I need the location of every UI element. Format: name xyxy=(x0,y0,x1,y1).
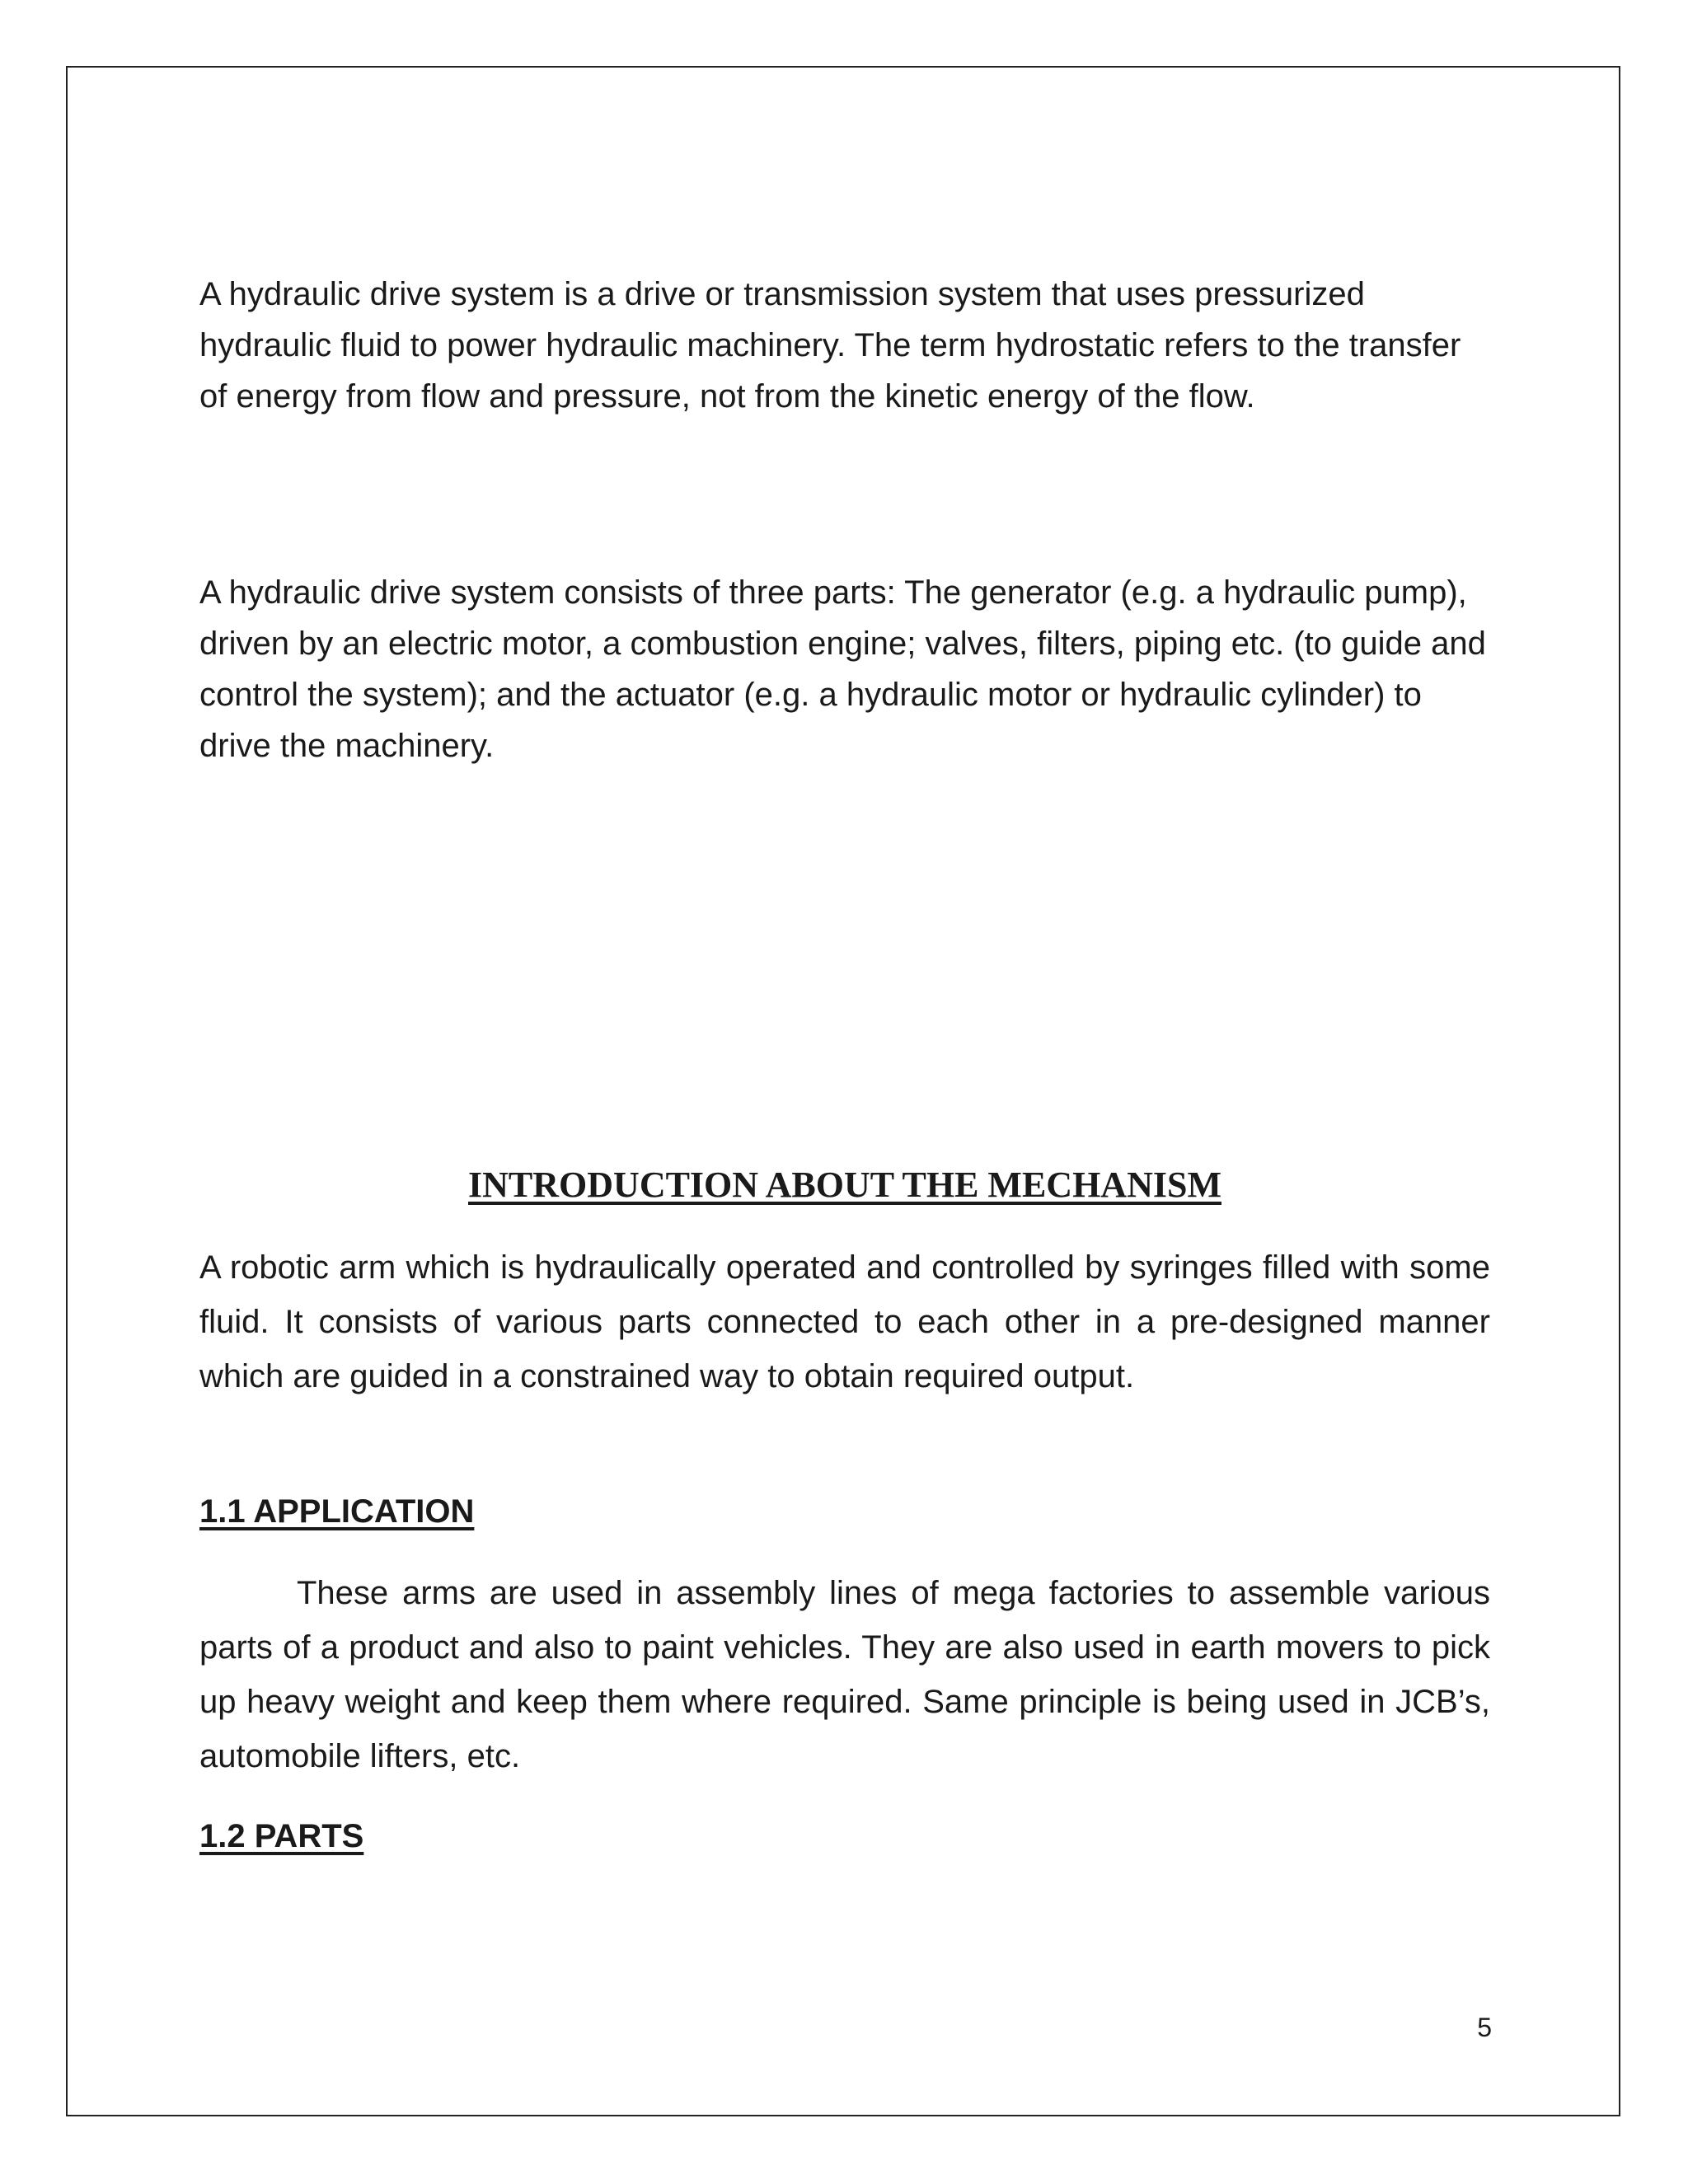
paragraph-hydraulic-drive-parts: A hydraulic drive system consists of three parts: The generator (e.g. a hydraulic pump), driven by an electric motor, a combustion engine; valves, filters, piping etc. (to guide and control the system); and the actuator (e.g. a hydraulic motor or hydraulic cylinder) to drive the machinery. xyxy=(199,574,1486,764)
paragraph-introduction-body: A robotic arm which is hydraulically operated and controlled by syringes filled with some fluid. It consists of various parts connected to each other in a pre-designed manner which are guided in a constrained way to obtain required output. xyxy=(199,1249,1490,1394)
paragraph-hydraulic-drive-definition: A hydraulic drive system is a drive or transmission system that uses pressurized hydraulic fluid to power hydraulic machinery. The term hydrostatic refers to the transfer of energy from flow and pressure, not from the kinetic energy of the flow. xyxy=(199,276,1461,415)
page-number: 5 xyxy=(1477,2013,1492,2042)
subheading-application: 1.1 APPLICATION xyxy=(199,1493,475,1530)
subheading-parts: 1.2 PARTS xyxy=(199,1818,364,1854)
paragraph-application-body: These arms are used in assembly lines of mega factories to assemble various parts of a product and also to paint vehicles. They are also used in earth movers to pick up heavy weight and keep them where required. Same principle is being used in JCB’s, automobile lifters, etc. xyxy=(199,1575,1490,1774)
section-title-introduction: INTRODUCTION ABOUT THE MECHANISM xyxy=(468,1165,1221,1205)
